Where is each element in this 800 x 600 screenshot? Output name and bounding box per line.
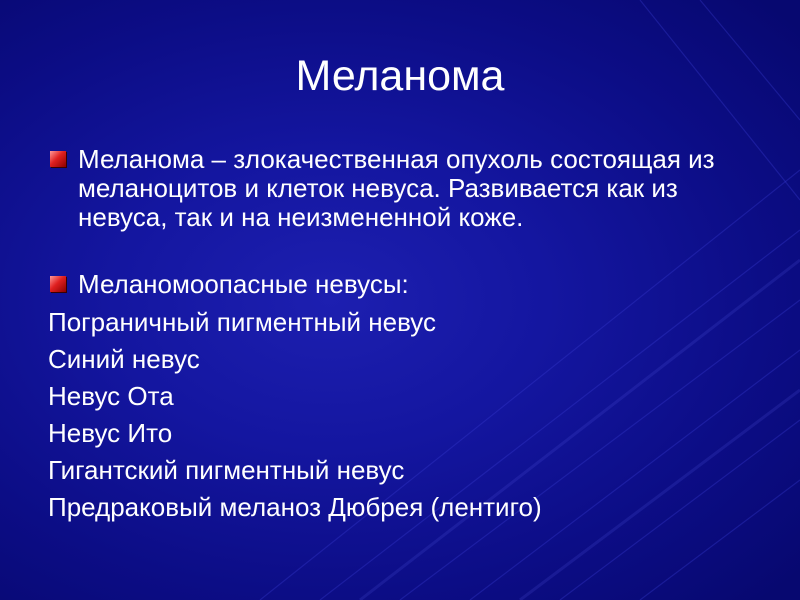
- list-item: Синий невус: [48, 344, 200, 374]
- list-item: Предраковый меланоз Дюбрея (лентиго): [48, 492, 542, 522]
- list-item: Невус Ито: [48, 418, 173, 448]
- bullet-text-definition: Меланома – злокачественная опухоль состоящая из меланоцитов и клеток невуса. Развивается как из невуса, так и на неизмененной коже.: [78, 144, 715, 232]
- bullet-text-nevi-heading: Меланомоопасные невусы:: [78, 269, 409, 299]
- bullet-item-nevi-heading: [50, 270, 750, 299]
- list-item: Гигантский пигментный невус: [48, 455, 405, 485]
- bullet-square-icon: [50, 151, 66, 167]
- bullet-square-icon: [50, 276, 66, 292]
- list-item: Невус Ота: [48, 381, 174, 411]
- bullet-item-definition: [50, 145, 750, 232]
- list-item: Пограничный пигментный невус: [48, 307, 437, 337]
- slide-title: Меланома: [295, 52, 505, 100]
